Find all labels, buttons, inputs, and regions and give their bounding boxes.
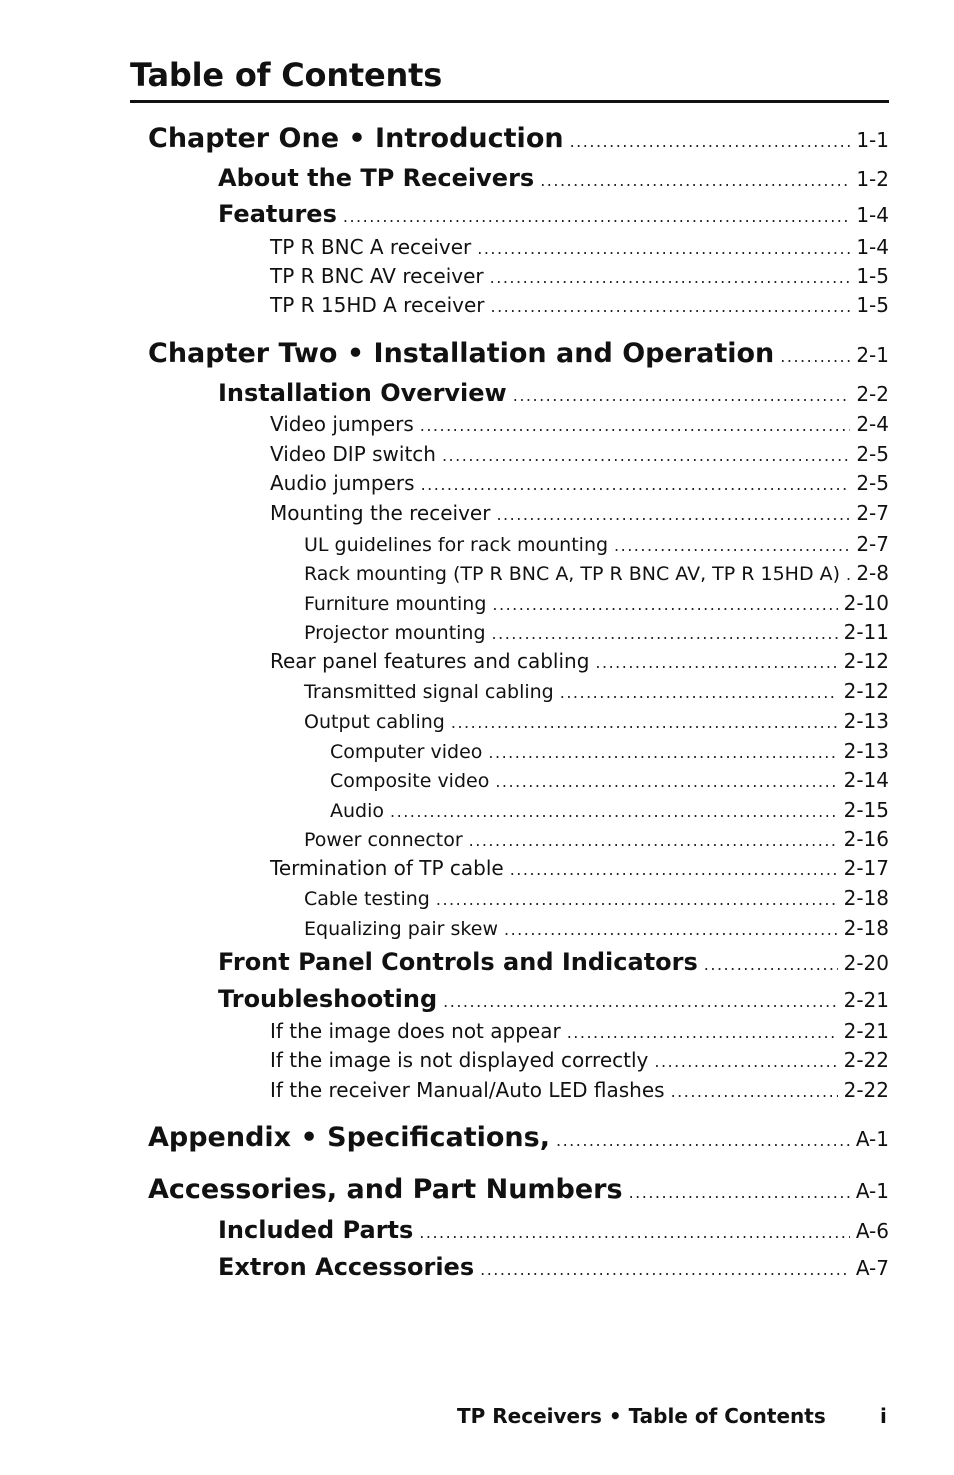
toc-entry[interactable] (0, 768, 889, 794)
toc-entry-label: If the image is not displayed correctly (270, 1048, 649, 1072)
toc-entry-page: 1-5 (856, 293, 889, 317)
toc-entry[interactable] (0, 916, 889, 942)
toc-dot-leader (654, 1052, 837, 1071)
toc-entry[interactable] (0, 985, 889, 1019)
toc-dot-leader (567, 1023, 838, 1042)
toc-entry-page: 2-22 (843, 1078, 889, 1102)
toc-entry[interactable] (0, 442, 889, 470)
toc-dot-leader (614, 536, 850, 555)
toc-entry-label: Included Parts (218, 1216, 414, 1244)
toc-entry[interactable] (0, 856, 889, 884)
toc-dot-leader (671, 1082, 838, 1101)
toc-entry-page: 1-4 (856, 235, 889, 259)
toc-dot-leader (495, 772, 837, 791)
toc-entry[interactable] (0, 1216, 889, 1250)
toc-entry-label: TP R BNC AV receiver (270, 264, 484, 288)
toc-dot-leader (477, 239, 850, 258)
toc-entry-label: If the receiver Manual/Auto LED flashes (270, 1078, 665, 1102)
toc-entry-page: A-1 (855, 1127, 889, 1151)
toc-entry[interactable] (0, 798, 889, 824)
toc-entry-page: 2-2 (856, 382, 889, 406)
toc-entry-page: 2-20 (843, 951, 889, 975)
toc-dot-leader (480, 1260, 850, 1279)
toc-entry[interactable] (0, 591, 889, 617)
toc-dot-leader (492, 624, 838, 643)
toc-entry-page: 2-4 (856, 412, 889, 436)
toc-entry[interactable] (0, 1048, 889, 1076)
toc-dot-leader (343, 207, 850, 226)
toc-dot-leader (510, 860, 838, 879)
toc-entry-label: Equalizing pair skew (304, 918, 498, 940)
toc-entry[interactable] (0, 1174, 889, 1214)
toc-entry[interactable] (0, 235, 889, 263)
toc-dot-leader (629, 1183, 850, 1202)
toc-entry[interactable] (0, 123, 889, 163)
toc-entry[interactable] (0, 379, 889, 413)
toc-entry[interactable] (0, 501, 889, 529)
toc-dot-leader (490, 268, 851, 287)
toc-entry-label: Furniture mounting (304, 593, 487, 615)
title-rule (130, 100, 889, 103)
toc-entry-page: 2-12 (843, 649, 889, 673)
toc-entry-page: A-1 (855, 1179, 889, 1203)
toc-entry[interactable] (0, 200, 889, 234)
toc-entry-label: Installation Overview (218, 379, 507, 407)
toc-dot-leader (540, 171, 850, 190)
toc-entry-label: Mounting the receiver (270, 501, 491, 525)
toc-dot-leader (442, 446, 850, 465)
toc-dot-leader (560, 683, 838, 702)
toc-dot-leader (451, 713, 838, 732)
toc-entry-page: 2-17 (843, 856, 889, 880)
toc-entry[interactable] (0, 620, 889, 646)
toc-entry-label: Composite video (330, 770, 490, 792)
toc-entry-page: A-7 (855, 1256, 889, 1280)
toc-entry-label: Troubleshooting (218, 985, 438, 1013)
toc-dot-leader (419, 1223, 850, 1242)
toc-dot-leader (469, 831, 838, 850)
toc-entry-page: 2-10 (843, 591, 889, 615)
toc-entry-label: TP R 15HD A receiver (270, 293, 485, 317)
toc-entry-label: Features (218, 200, 337, 228)
toc-entry-page: 2-22 (843, 1048, 889, 1072)
toc-dot-leader (704, 955, 838, 974)
toc-entry[interactable] (0, 164, 889, 198)
toc-entry[interactable] (0, 338, 889, 378)
toc-dot-leader (488, 743, 837, 762)
toc-entry-page: 2-11 (843, 620, 889, 644)
toc-entry-page: 1-1 (856, 128, 889, 152)
toc-entry-page: 2-18 (843, 916, 889, 940)
toc-entry-page: 1-2 (856, 167, 889, 191)
toc-entry-label: Video DIP switch (270, 442, 436, 466)
toc-dot-leader (420, 416, 851, 435)
toc-entry[interactable] (0, 709, 889, 735)
toc-entry[interactable] (0, 532, 889, 558)
toc-entry[interactable] (0, 412, 889, 440)
toc-entry[interactable] (0, 827, 889, 853)
toc-dot-leader (421, 475, 851, 494)
toc-entry-label: Appendix • Specifications, (148, 1122, 550, 1153)
toc-entry[interactable] (0, 1019, 889, 1047)
toc-entry-page: 2-21 (843, 1019, 889, 1043)
toc-entry-label: UL guidelines for rack mounting (304, 534, 609, 556)
toc-entry-page: 2-7 (856, 501, 889, 525)
toc-dot-leader (513, 386, 851, 405)
toc-entry[interactable] (0, 649, 889, 677)
toc-entry-label: Video jumpers (270, 412, 414, 436)
toc-entry-label: Power connector (304, 829, 463, 851)
toc-entry-page: 2-13 (843, 739, 889, 763)
toc-entry[interactable] (0, 948, 889, 982)
toc-entry-label: Projector mounting (304, 622, 486, 644)
toc-dot-leader (496, 505, 850, 524)
toc-entry[interactable] (0, 739, 889, 765)
toc-dot-leader (595, 653, 837, 672)
toc-entry-label: TP R BNC A receiver (270, 235, 472, 259)
toc-dot-leader (490, 297, 850, 316)
toc-entry[interactable] (0, 1122, 889, 1162)
footer-title: TP Receivers • Table of Contents (457, 1404, 826, 1428)
toc-entry[interactable] (0, 561, 889, 587)
toc-entry-label: Extron Accessories (218, 1253, 475, 1281)
toc-entry-page: 2-21 (843, 988, 889, 1012)
toc-dot-leader (443, 992, 837, 1011)
toc-entry[interactable] (0, 679, 889, 705)
toc-entry-label: Rack mounting (TP R BNC A, TP R BNC AV, TP R 15HD A) (304, 563, 841, 585)
toc-entry-page: 2-5 (856, 471, 889, 495)
toc-entry[interactable] (0, 471, 889, 499)
toc-dot-leader (846, 565, 850, 584)
toc-entry-label: Output cabling (304, 711, 445, 733)
toc-entry-page: 2-1 (856, 343, 889, 367)
page-title: Table of Contents (130, 56, 443, 94)
toc-entry-label: About the TP Receivers (218, 164, 535, 192)
toc-entry-label: Computer video (330, 741, 483, 763)
toc-dot-leader (436, 890, 838, 909)
toc-entry[interactable] (0, 886, 889, 912)
toc-entry-label: Chapter Two • Installation and Operation (148, 338, 775, 369)
toc-entry-page: 2-8 (856, 561, 889, 585)
toc-dot-leader (780, 347, 850, 366)
toc-entry-label: If the image does not appear (270, 1019, 561, 1043)
toc-dot-leader (570, 132, 851, 151)
toc-entry[interactable] (0, 264, 889, 292)
toc-dot-leader (390, 802, 838, 821)
toc-entry-label: Cable testing (304, 888, 430, 910)
toc-entry-page: 2-15 (843, 798, 889, 822)
toc-dot-leader (504, 920, 838, 939)
toc-entry-page: 2-5 (856, 442, 889, 466)
toc-entry-label: Termination of TP cable (270, 856, 504, 880)
toc-dot-leader (556, 1131, 850, 1150)
toc-entry-page: 1-4 (856, 203, 889, 227)
toc-entry[interactable] (0, 293, 889, 321)
toc-entry-label: Audio (330, 800, 385, 822)
toc-entry[interactable] (0, 1253, 889, 1287)
toc-entry-label: Audio jumpers (270, 471, 415, 495)
toc-entry-label: Transmitted signal cabling (304, 681, 554, 703)
toc-entry-label: Accessories, and Part Numbers (148, 1174, 623, 1205)
toc-entry-page: 2-16 (843, 827, 889, 851)
toc-entry-page: A-6 (855, 1219, 889, 1243)
toc-entry-page: 2-13 (843, 709, 889, 733)
toc-entry-page: 2-18 (843, 886, 889, 910)
toc-entry-page: 2-14 (843, 768, 889, 792)
toc-entry-label: Rear panel features and cabling (270, 649, 590, 673)
toc-entry-page: 2-7 (856, 532, 889, 556)
toc-entry-page: 2-12 (843, 679, 889, 703)
toc-entry-label: Front Panel Controls and Indicators (218, 948, 698, 976)
toc-dot-leader (492, 595, 837, 614)
toc-entry-label: Chapter One • Introduction (148, 123, 564, 154)
toc-entry-page: 1-5 (856, 264, 889, 288)
footer-page-number: i (880, 1404, 887, 1428)
toc-entry[interactable] (0, 1078, 889, 1106)
